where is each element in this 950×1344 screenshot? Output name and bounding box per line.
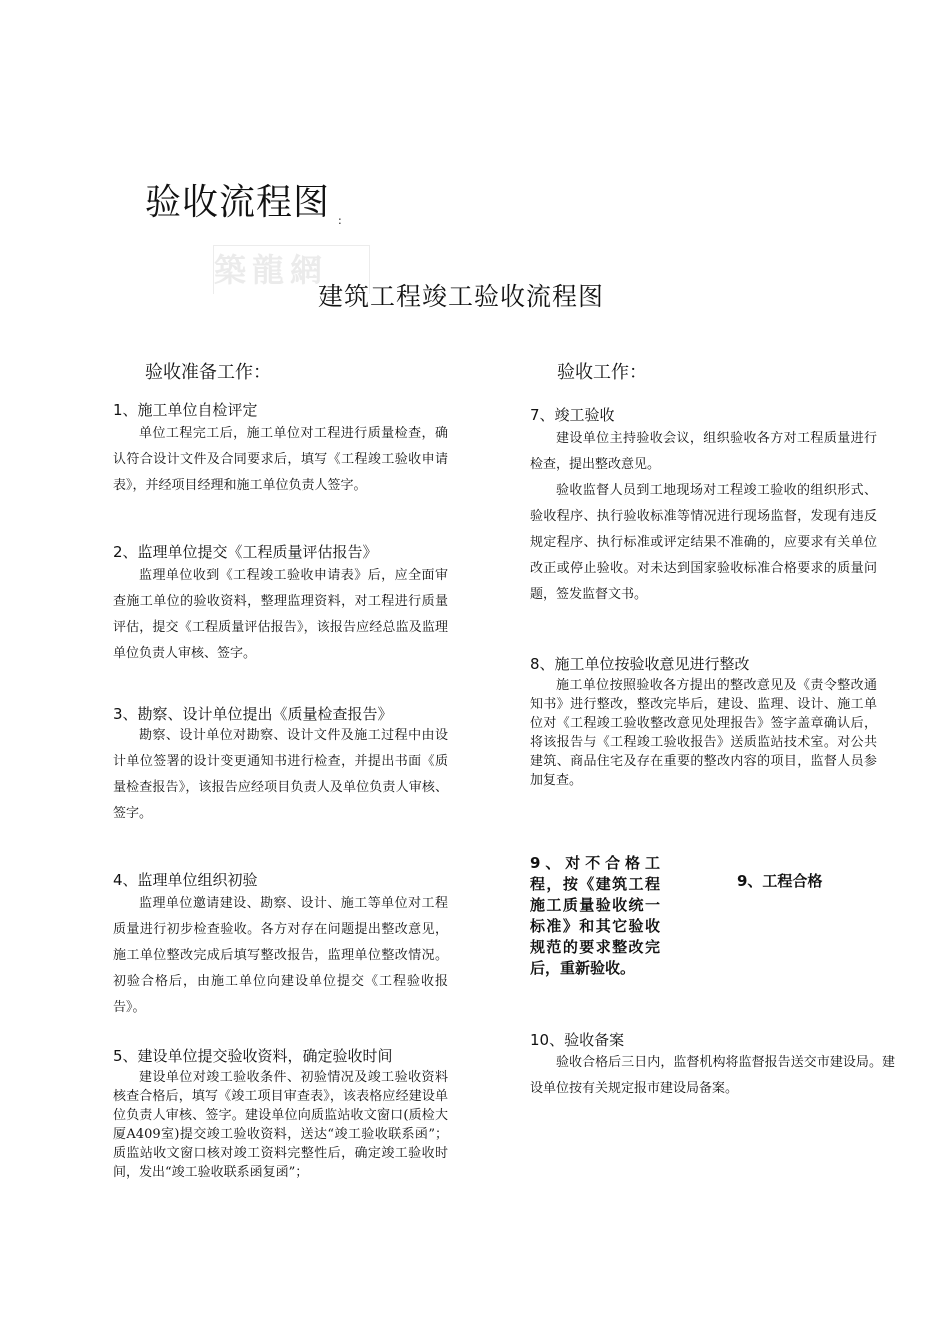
section-4-body: [113, 891, 448, 1021]
section-5-title: 5、建设单位提交验收资料，确定验收时间: [113, 1047, 393, 1065]
section-9-passed-box: 9、工程合格: [737, 872, 823, 890]
section-9-failed-box: 9、对不合格工程，按《建筑工程施工质量验收统一标准》和其它验收规范的要求整改完后，重新验收。: [530, 854, 660, 977]
section-4-title: 4、监理单位组织初验: [113, 871, 258, 889]
section-4-paragraph: 监理单位邀请建设、勘察、设计、施工等单位对工程质量进行初步检查验收。各方对存在问题提出整改意见，施工单位整改完成后填写整改报告，监理单位整改情况。初验合格后，由施工单位向建设单位提交《工程验收报告》。: [113, 896, 448, 1015]
section-8-title: 8、施工单位按验收意见进行整改: [530, 655, 750, 673]
section-7-paragraph-1: 建设单位主持验收会议，组织验收各方对工程质量进行检查，提出整改意见。: [530, 431, 877, 472]
main-title: 验收流程图: [145, 182, 331, 223]
section-8-body: [530, 676, 877, 790]
section-7-paragraph-2: 验收监督人员到工地现场对工程竣工验收的组织形式、验收程序、执行验收标准等情况进行现场监督，发现有违反规定程序、执行标准或评定结果不准确的，应要求有关单位改正或停止验收。对未达到国家验收标准合格要求的质量问题，签发监督文书。: [530, 483, 877, 602]
section-3-title: 3、勘察、设计单位提出《质量检查报告》: [113, 705, 393, 723]
left-column-heading: 验收准备工作：: [145, 362, 271, 383]
section-3-body: [113, 723, 448, 827]
section-7-body: [530, 426, 877, 608]
section-1-title: 1、施工单位自检评定: [113, 401, 258, 419]
section-10-paragraph: 验收合格后三日内，监督机构将监督报告送交市建设局。建设单位按有关规定报市建设局备案。: [530, 1055, 895, 1096]
section-1-paragraph: 单位工程完工后，施工单位对工程进行质量检查，确认符合设计文件及合同要求后，填写《工程竣工验收申请表》，并经项目经理和施工单位负责人签字。: [113, 426, 448, 493]
colon-mark: :: [338, 214, 342, 227]
section-8-paragraph: 施工单位按照验收各方提出的整改意见及《责令整改通知书》进行整改，整改完毕后，建设、监理、设计、施工单位对《工程竣工验收整改意见处理报告》签字盖章确认后，将该报告与《工程竣工验收报告》送质监站技术室。对公共建筑、商品住宅及存在重要的整改内容的项目，监督人员参加复查。: [530, 678, 877, 788]
section-5-paragraph: 建设单位对竣工验收条件、初验情况及竣工验收资料核查合格后，填写《竣工项目审查表》，该表格应经建设单位负责人审核、签字。建设单位向质监站收文窗口(质检大厦A409室)提交竣工验收资料，送达“竣工验收联系函”；质监站收文窗口核对竣工资料完整性后，确定竣工验收时间，发出“竣工验收联系函复函”；: [113, 1070, 448, 1180]
section-2-title: 2、监理单位提交《工程质量评估报告》: [113, 543, 378, 561]
watermark-logo: 築龍網: [213, 245, 370, 294]
right-column-heading: 验收工作：: [557, 362, 647, 383]
section-3-paragraph: 勘察、设计单位对勘察、设计文件及施工过程中由设计单位签署的设计变更通知书进行检查，并提出书面《质量检查报告》，该报告应经项目负责人及单位负责人审核、签字。: [113, 728, 448, 821]
document-subtitle: 建筑工程竣工验收流程图: [318, 282, 605, 311]
section-7-title: 7、竣工验收: [530, 406, 615, 424]
section-2-paragraph: 监理单位收到《工程竣工验收申请表》后，应全面审查施工单位的验收资料，整理监理资料，对工程进行质量评估，提交《工程质量评估报告》，该报告应经总监及监理单位负责人审核、签字。: [113, 568, 448, 661]
section-5-body: [113, 1068, 448, 1182]
section-2-body: [113, 563, 448, 667]
section-10-title: 10、验收备案: [530, 1031, 625, 1049]
section-1-body: [113, 421, 448, 499]
section-10-body: [530, 1050, 895, 1102]
